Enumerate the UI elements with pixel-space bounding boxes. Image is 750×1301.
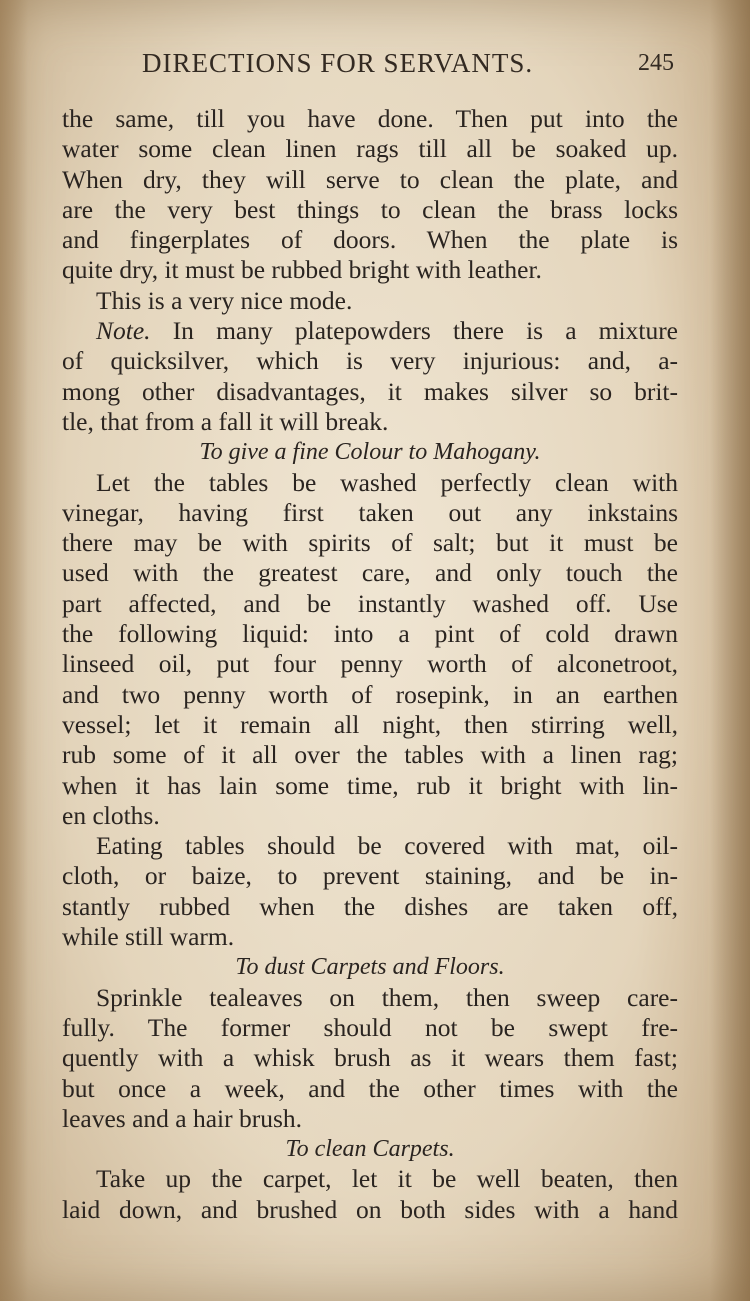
text-line: and fingerplates of doors. When the plate is [62, 225, 678, 255]
text-line: used with the greatest care, and only touch the [62, 558, 678, 588]
text-line: part affected, and be instantly washed off. Use [62, 588, 678, 618]
page-edge-right [710, 0, 750, 1301]
text-line: water some clean linen rags till all be soaked up. [62, 134, 678, 164]
text-line: en cloths. [62, 800, 160, 830]
text-line: This is a very nice mode. [96, 285, 353, 315]
text-line: rub some of it all over the tables with a linen rag; [62, 740, 678, 770]
text-line: When dry, they will serve to clean the plate, and [62, 164, 678, 194]
text-line: mong other disadvantages, it makes silver so brit- [62, 376, 678, 406]
text-line: quently with a whisk brush as it wears them fast; [62, 1043, 678, 1073]
body-text [62, 104, 678, 1225]
text-line: Take up the carpet, let it be well beaten, then [96, 1164, 678, 1194]
running-head: DIRECTIONS FOR SERVANTS. [142, 48, 534, 78]
text-line: fully. The former should not be swept fre- [62, 1012, 678, 1042]
text-line: quite dry, it must be rubbed bright with leather. [62, 255, 542, 285]
text-line [62, 316, 678, 346]
note-label: Note. [96, 316, 151, 346]
note-text: In many platepowders there is a mixture [150, 316, 678, 346]
text-line: there may be with spirits of salt; but it must be [62, 528, 678, 558]
section-heading: To dust Carpets and Floors. [235, 954, 505, 981]
text-line: vinegar, having first taken out any inkstains [62, 497, 678, 527]
page-header [60, 48, 680, 84]
text-line: but once a week, and the other times with the [62, 1073, 678, 1103]
text-line: laid down, and brushed on both sides with a hand [62, 1194, 678, 1224]
text-line: while still warm. [62, 922, 235, 952]
text-line: and two penny worth of rosepink, in an earthen [62, 679, 678, 709]
page-edge-left [0, 0, 28, 1301]
text-line: the same, till you have done. Then put into the [62, 104, 678, 133]
text-line: Sprinkle tealeaves on them, then sweep care- [96, 982, 678, 1012]
text-line: tle, that from a fall it will break. [62, 406, 389, 436]
text-line: stantly rubbed when the dishes are taken off, [62, 891, 678, 921]
text-line: cloth, or baize, to prevent staining, and be in- [62, 861, 678, 891]
text-line: leaves and a hair brush. [62, 1103, 303, 1133]
section-heading: To give a fine Colour to Mahogany. [199, 439, 541, 466]
section-heading: To clean Carpets. [285, 1136, 455, 1163]
text-line: Let the tables be washed perfectly clean with [96, 467, 678, 497]
text-line: when it has lain some time, rub it bright with lin- [62, 770, 678, 800]
text-line: are the very best things to clean the brass locks [62, 194, 678, 224]
text-line: of quicksilver, which is very injurious: and, a- [62, 346, 678, 376]
text-line: vessel; let it remain all night, then stirring well, [62, 709, 678, 739]
text-line: Eating tables should be covered with mat, oil- [96, 831, 678, 861]
text-line: linseed oil, put four penny worth of alconetroot, [62, 649, 678, 679]
text-line: the following liquid: into a pint of cold drawn [62, 619, 678, 649]
page-number: 245 [638, 50, 674, 76]
